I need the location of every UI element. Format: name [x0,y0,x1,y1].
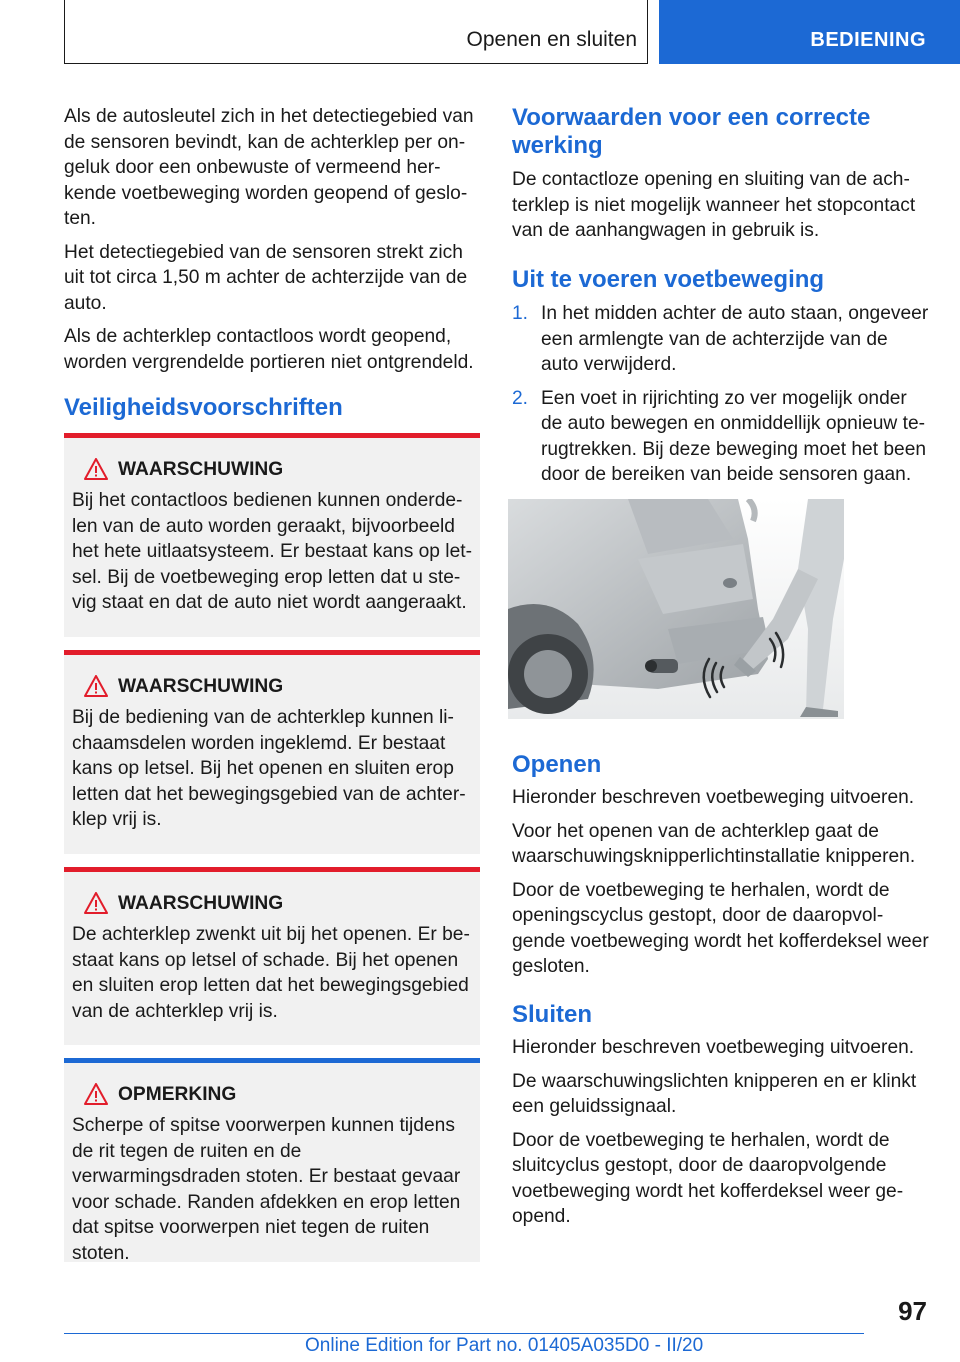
step-item [512,301,930,378]
step-text: Een voet in rijrichting zo ver mogelijk onder de auto bewegen en onmiddellijk opnieuw terugtrekken. Bij deze beweging moet het been door de bereiken van beide sensoren gaan. [541,387,927,485]
warning-text: Bij het contactloos bedienen kunnen onderdelen van de auto worden geraakt, bijvoorbeeld het hete uitlaatsysteem. Er bestaat kans op letsel. Bij de voetbeweging erop letten dat u stevig staat en dat de auto niet wordt aangeraakt. [72,490,472,613]
step-text: In het midden achter de auto staan, ongeveer een armlengte van de achterzijde van de auto verwijderd. [541,303,929,375]
conditions-heading: Voorwaarden voor een correcte werking [512,104,871,159]
close-paragraph-3: Door de voetbeweging te herhalen, wordt de sluitcyclus gestopt, door de daaropvolgende voetbeweging wordt het kofferdeksel weer geopend. [512,1129,904,1227]
warning-title: WAARSCHUWING [118,893,284,914]
step-number: 1. [512,303,529,324]
step-number: 2. [512,387,529,409]
warning-box-2 [64,650,480,854]
steps-block [512,301,930,496]
open-heading: Openen [512,751,602,778]
intro-paragraph-2: Het detectiegebied van de sensoren strekt zich uit tot circa 1,50 m achter de achterzijde van de auto. [64,241,468,314]
foot-movement-heading: Uit te voeren voetbeweging [512,266,825,293]
warning-title: WAARSCHUWING [118,459,284,480]
conditions-block [512,167,928,244]
intro-paragraph-3: Als de achterklep contactloos wordt geopend, worden vergrendelde portieren niet ontgrendeld. [64,326,474,373]
section-title: Openen en sluiten [466,28,637,51]
warning-triangle-icon [84,892,108,914]
warning-text: Bij de bediening van de achterklep kunnen lichaamsdelen worden ingeklemd. Er bestaat kans op letsel. Bij het openen en sluiten erop letten dat het bewegingsgebied van de achterklep vrij is. [72,707,466,830]
note-box [64,1058,480,1262]
warning-triangle-icon [84,675,108,697]
close-paragraph-2: De waarschuwingslichten knipperen en er klinkt een geluidssignaal. [512,1070,917,1117]
warning-text: De achterklep zwenkt uit bij het openen. Er bestaat kans op letsel of schade. Bij het openen en sluiten erop letten dat het bewegingsgebied van de achterklep vrij is. [72,924,470,1022]
footer-divider [64,1333,864,1334]
warning-triangle-icon [84,1083,108,1105]
intro-paragraph-1: Als de autosleutel zich in het detectiegebied van de sensoren bevindt, kan de achterklep per ongeluk door een onbewuste of vermeend herkende voetbeweging worden geopend of gesloten. [64,106,474,229]
safety-heading: Veiligheidsvoorschriften [64,394,343,421]
steps-list [512,301,930,488]
note-text: Scherpe of spitse voorwerpen kunnen tijdens de rit tegen de ruiten en de verwarmingsdraden stoten. Er bestaat gevaar voor schade. Randen afdekken en erop letten dat spitse voorwerpen niet tegen de ruiten stoten. [72,1115,461,1264]
warning-title: WAARSCHUWING [118,676,284,697]
open-paragraph-1: Hieronder beschreven voetbeweging uitvoeren. [512,787,915,808]
step-item [512,386,930,488]
page-number: 97 [898,1296,927,1326]
open-paragraph-3: Door de voetbeweging te herhalen, wordt de openingscyclus gestopt, door de daaropvolgende voetbeweging wordt het kofferdeksel weer gesloten. [512,879,929,977]
close-block [512,1035,930,1230]
header-chapter-tab [659,0,960,64]
note-title: OPMERKING [118,1084,237,1105]
warning-triangle-icon [84,458,108,480]
warning-box-3 [64,867,480,1045]
foot-movement-illustration [508,499,844,719]
header-section-box [64,0,648,64]
intro-text [64,104,482,375]
chapter-title: BEDIENING [810,29,926,51]
conditions-text: De contactloze opening en sluiting van de achterklep is niet mogelijk wanneer het stopcontact van de aanhangwagen in gebruik is. [512,169,916,241]
warning-box-1 [64,433,480,637]
open-block [512,785,930,980]
close-heading: Sluiten [512,1001,593,1028]
close-paragraph-1: Hieronder beschreven voetbeweging uitvoeren. [512,1037,915,1058]
open-paragraph-2: Voor het openen van de achterklep gaat de waarschuwingsknipperlichtinstallatie knipperen. [512,820,916,867]
footer-edition: Online Edition for Part no. 01405A035D0 - II/20 [305,1335,704,1356]
